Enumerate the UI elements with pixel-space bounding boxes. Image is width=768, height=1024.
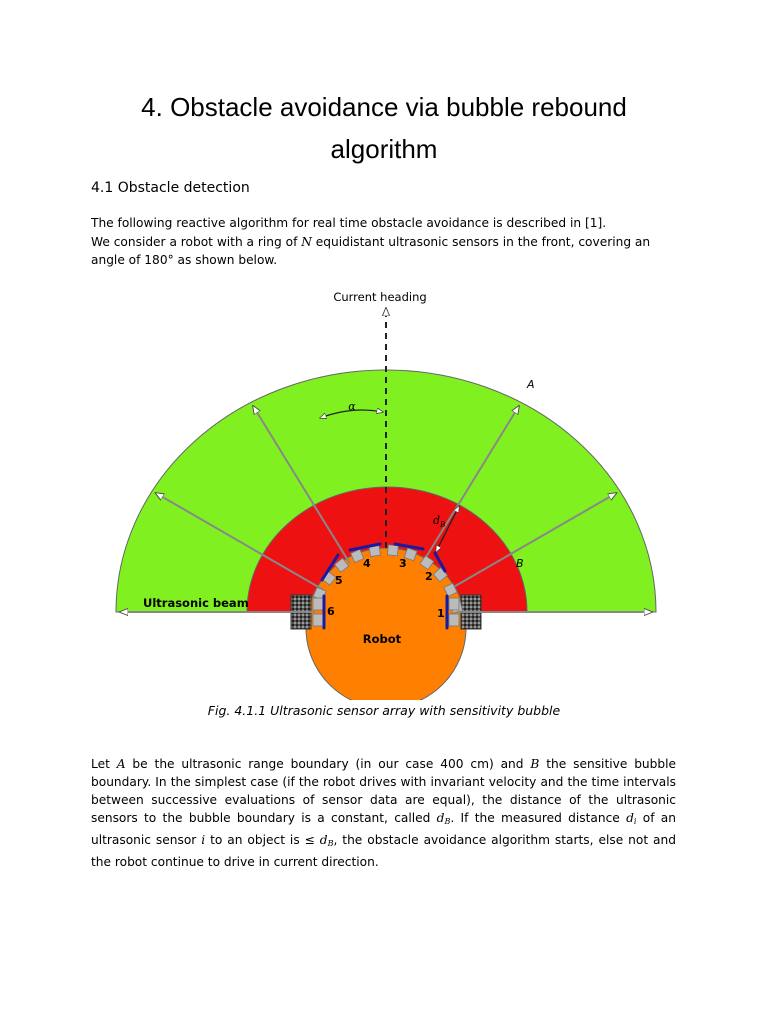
range-label-a: A	[527, 378, 535, 391]
para-t2: be the ultrasonic range boundary (in our case 400 cm) and	[125, 757, 531, 771]
title-line-1: 4. Obstacle avoidance via bubble rebound	[141, 92, 627, 122]
alpha-label: α	[348, 400, 356, 413]
sensor-label-2: 2	[425, 570, 433, 583]
section-heading: 4.1 Obstacle detection	[91, 180, 250, 196]
sensor-label-1: 1	[437, 607, 445, 620]
sensor-label-5: 5	[335, 574, 343, 587]
intro-line-2a: We consider a robot with a ring of	[91, 234, 302, 249]
para-var-b: B	[530, 757, 540, 771]
para-t6: to an object is ≤	[205, 833, 320, 847]
sensor-pad	[387, 545, 398, 556]
sensor-label-6: 6	[327, 605, 335, 618]
bubble-label-b: B	[516, 557, 524, 570]
para-var-a: A	[116, 757, 126, 771]
heading-label: Current heading	[333, 290, 427, 304]
para-var-di: d	[626, 811, 634, 825]
intro-paragraph	[91, 214, 691, 270]
para-var-db-sub: B	[444, 817, 451, 826]
intro-line-2b: equidistant ultrasonic sensors in the front, covering an	[311, 234, 651, 249]
sensor-pad	[449, 614, 459, 626]
body-paragraph-text	[91, 755, 676, 871]
sensor-pad	[313, 614, 323, 626]
intro-line-2	[91, 233, 691, 252]
figure-caption: Fig. 4.1.1 Ultrasonic sensor array with sensitivity bubble	[207, 703, 561, 718]
intro-var-n: N	[301, 234, 312, 249]
db-label-main: d	[433, 514, 441, 527]
para-t4: . If the measured distance	[450, 811, 627, 825]
robot-label: Robot	[362, 632, 402, 646]
title-line-2: algorithm	[330, 134, 438, 164]
para-t1: Let	[91, 757, 117, 771]
db-label-sub: B	[440, 520, 446, 529]
page-title	[60, 86, 708, 170]
sensor-array-figure	[0, 280, 768, 700]
para-var-i: i	[201, 833, 206, 847]
para-t3: the sensitive bubble boundary. In the simplest case (if the robot drives with invariant velocity and the time intervals between successive evaluations of sensor data are equal), the distance of the ultrasonic sensors to the bubble boundary is a constant, called	[91, 757, 677, 825]
sensor-label-3: 3	[399, 557, 407, 570]
intro-line-1: The following reactive algorithm for real time obstacle avoidance is described in [1].	[91, 216, 607, 230]
body-paragraph	[91, 755, 676, 871]
sensor-pad	[313, 598, 323, 610]
sensor-pad	[449, 598, 459, 610]
intro-line-3: angle of 180° as shown below.	[91, 253, 278, 267]
para-var-di-sub: i	[633, 817, 637, 826]
para-t5: of an ultrasonic sensor	[91, 811, 676, 847]
para-var-db2: d	[319, 833, 328, 847]
sensor-label-4: 4	[363, 557, 371, 570]
para-var-db2-sub: B	[327, 839, 334, 848]
para-var-db: d	[436, 811, 445, 825]
beam-label: Ultrasonic beam	[143, 596, 249, 610]
para-t7: , the obstacle avoidance algorithm starts, else not and the robot continue to drive in current direction.	[91, 833, 676, 869]
